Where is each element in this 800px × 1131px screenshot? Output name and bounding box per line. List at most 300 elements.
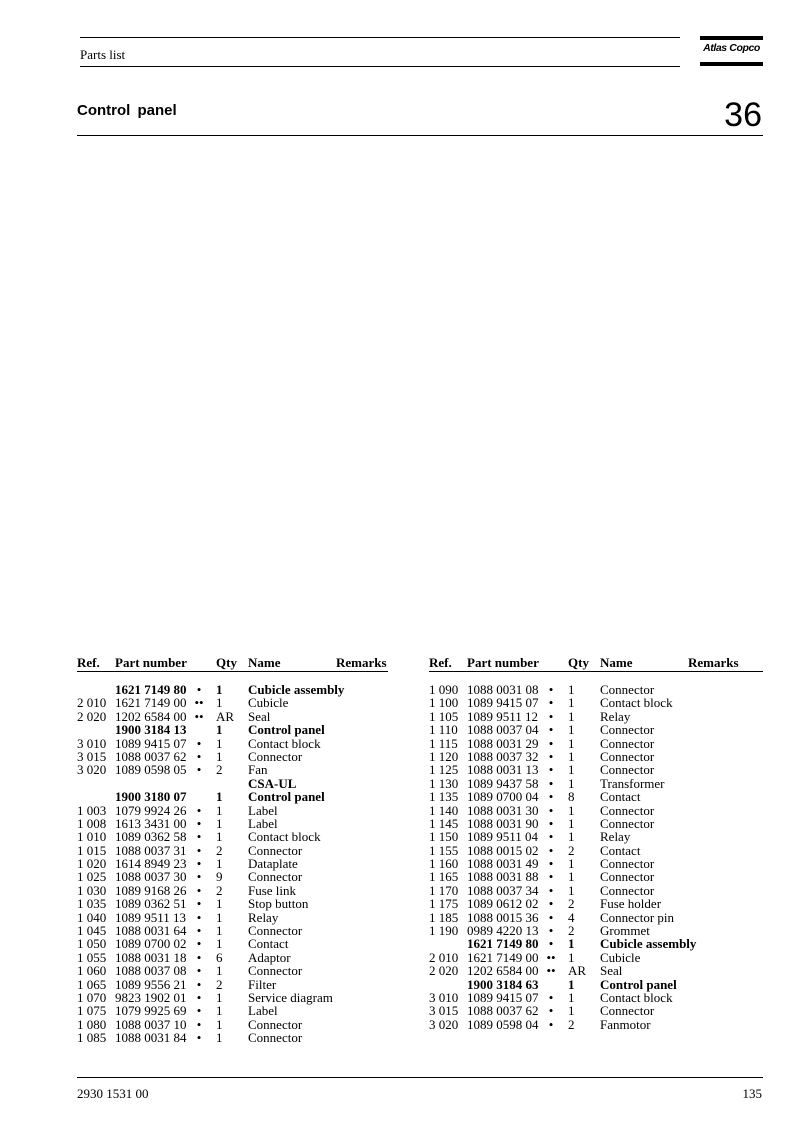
cell-name: Connector bbox=[248, 748, 303, 764]
cell-part-number: 1088 0031 30 bbox=[467, 802, 539, 818]
cell-part-number: 1088 0037 32 bbox=[467, 748, 539, 764]
col-part-header: Part number bbox=[115, 655, 187, 670]
cell-marker: • bbox=[548, 842, 554, 858]
cell-ref: 3 020 bbox=[429, 1016, 459, 1032]
table-row bbox=[77, 924, 388, 937]
cell-ref: 1 105 bbox=[429, 708, 459, 724]
cell-name: Connector bbox=[248, 923, 303, 939]
table-row bbox=[77, 951, 388, 964]
cell-qty: 1 bbox=[568, 829, 575, 845]
cell-part-number: 1089 0700 02 bbox=[115, 936, 187, 952]
table-row bbox=[429, 991, 763, 1004]
cell-name: Connector bbox=[600, 1003, 655, 1019]
cell-qty: 1 bbox=[568, 1003, 575, 1019]
table-row bbox=[429, 844, 763, 857]
cell-qty: 1 bbox=[568, 735, 575, 751]
cell-ref: 1 055 bbox=[77, 949, 107, 965]
table-row bbox=[77, 804, 388, 817]
cell-qty: 1 bbox=[568, 775, 575, 791]
cell-marker: • bbox=[548, 923, 554, 939]
cell-part-number: 1088 0031 64 bbox=[115, 923, 187, 939]
cell-name: Cubicle bbox=[600, 949, 641, 965]
cell-part-number: 1088 0031 88 bbox=[467, 869, 539, 885]
cell-part-number: 1089 9415 07 bbox=[115, 735, 187, 751]
cell-qty: 1 bbox=[568, 976, 575, 992]
cell-name: Connector pin bbox=[600, 909, 675, 925]
cell-qty: 1 bbox=[216, 1003, 223, 1019]
cell-qty: 1 bbox=[568, 762, 575, 778]
cell-name: Connector bbox=[600, 735, 655, 751]
cell-marker: • bbox=[196, 949, 202, 965]
cell-ref: 1 010 bbox=[77, 829, 107, 845]
table-row bbox=[77, 750, 388, 763]
cell-qty: 1 bbox=[216, 815, 223, 831]
cell-qty: 2 bbox=[568, 842, 575, 858]
cell-name: Connector bbox=[600, 722, 655, 738]
cell-marker: • bbox=[196, 842, 202, 858]
table-header-left bbox=[77, 655, 388, 669]
table-row bbox=[429, 924, 763, 937]
cell-name: Label bbox=[248, 802, 278, 818]
cell-marker: • bbox=[196, 909, 202, 925]
cell-qty: 1 bbox=[216, 682, 223, 697]
cell-qty: 1 bbox=[216, 963, 223, 979]
cell-ref: 1 120 bbox=[429, 748, 459, 764]
table-row bbox=[429, 978, 763, 991]
cell-ref: 1 130 bbox=[429, 775, 459, 791]
cell-ref: 1 008 bbox=[77, 815, 107, 831]
table-row bbox=[77, 723, 388, 736]
cell-ref: 3 010 bbox=[77, 735, 107, 751]
cell-part-number: 1088 0031 18 bbox=[115, 949, 187, 965]
cell-part-number: 1089 0362 51 bbox=[115, 896, 187, 912]
cell-name: Connector bbox=[248, 842, 303, 858]
cell-part-number: 1613 3431 00 bbox=[115, 815, 187, 831]
cell-ref: 1 050 bbox=[77, 936, 107, 952]
col-qty-header: Qty bbox=[568, 655, 589, 670]
cell-part-number: 1900 3184 63 bbox=[467, 976, 539, 992]
cell-name: Relay bbox=[600, 708, 631, 724]
cell-qty: 1 bbox=[216, 936, 223, 952]
col-name-header: Name bbox=[248, 655, 281, 670]
table-row bbox=[429, 857, 763, 870]
table-row bbox=[77, 763, 388, 776]
cell-part-number: 1089 0700 04 bbox=[467, 789, 539, 805]
cell-marker: • bbox=[548, 695, 554, 711]
table-row bbox=[77, 710, 388, 723]
cell-marker: • bbox=[196, 856, 202, 872]
cell-marker: • bbox=[196, 815, 202, 831]
table-row bbox=[429, 964, 763, 977]
cell-ref: 1 025 bbox=[77, 869, 107, 885]
table-row bbox=[429, 951, 763, 964]
cell-marker: • bbox=[548, 722, 554, 738]
cell-part-number: 1621 7149 80 bbox=[467, 936, 539, 952]
cell-part-number: 9823 1902 01 bbox=[115, 989, 187, 1005]
col-ref-header: Ref. bbox=[77, 655, 100, 670]
header-rule-top bbox=[80, 37, 680, 38]
cell-ref: 2 010 bbox=[77, 695, 107, 711]
cell-part-number: 1088 0031 08 bbox=[467, 682, 539, 697]
table-row bbox=[77, 1031, 388, 1044]
cell-name: Control panel bbox=[248, 722, 325, 738]
table-row bbox=[429, 777, 763, 790]
cell-part-number: 1089 9511 04 bbox=[467, 829, 539, 845]
cell-marker: • bbox=[548, 856, 554, 872]
cell-ref: 1 140 bbox=[429, 802, 459, 818]
cell-part-number: 1089 9437 58 bbox=[467, 775, 539, 791]
cell-qty: 2 bbox=[568, 896, 575, 912]
parts-table-left bbox=[77, 655, 388, 1046]
cell-name: Filter bbox=[248, 976, 277, 992]
cell-qty: 1 bbox=[216, 923, 223, 939]
cell-part-number: 1088 0031 90 bbox=[467, 815, 539, 831]
cell-marker: • bbox=[196, 682, 202, 697]
cell-part-number: 1089 0598 04 bbox=[467, 1016, 539, 1032]
cell-name: Connector bbox=[248, 1030, 303, 1046]
cell-ref: 1 145 bbox=[429, 815, 459, 831]
table-row bbox=[77, 911, 388, 924]
table-row bbox=[77, 884, 388, 897]
cell-marker: • bbox=[548, 896, 554, 912]
table-row bbox=[77, 683, 388, 696]
cell-part-number: 1088 0031 29 bbox=[467, 735, 539, 751]
cell-part-number: 1089 9511 12 bbox=[467, 708, 539, 724]
cell-ref: 1 190 bbox=[429, 923, 459, 939]
table-row bbox=[77, 817, 388, 830]
table-row bbox=[429, 1018, 763, 1031]
cell-marker: • bbox=[196, 829, 202, 845]
table-row bbox=[77, 870, 388, 883]
cell-name: Relay bbox=[600, 829, 631, 845]
cell-name: Contact bbox=[248, 936, 289, 952]
cell-name: Contact bbox=[600, 842, 641, 858]
cell-ref: 1 090 bbox=[429, 682, 459, 697]
cell-name: Seal bbox=[600, 963, 623, 979]
cell-part-number: 1088 0037 30 bbox=[115, 869, 187, 885]
cell-name: Contact bbox=[600, 789, 641, 805]
cell-qty: 1 bbox=[216, 748, 223, 764]
cell-ref: 1 155 bbox=[429, 842, 459, 858]
cell-marker: •• bbox=[194, 708, 204, 724]
cell-name: Contact block bbox=[248, 735, 321, 751]
cell-ref: 2 020 bbox=[429, 963, 459, 979]
cell-name: Connector bbox=[600, 802, 655, 818]
table-row bbox=[429, 830, 763, 843]
table-row bbox=[77, 897, 388, 910]
cell-qty: 1 bbox=[216, 1016, 223, 1032]
cell-marker: •• bbox=[546, 963, 556, 979]
cell-name: Connector bbox=[248, 963, 303, 979]
cell-part-number: 1621 7149 80 bbox=[115, 682, 187, 697]
cell-ref: 1 040 bbox=[77, 909, 107, 925]
table-body-right bbox=[429, 683, 763, 1031]
cell-name: Connector bbox=[600, 815, 655, 831]
cell-part-number: 1088 0037 62 bbox=[115, 748, 187, 764]
cell-marker: • bbox=[548, 789, 554, 805]
atlas-copco-logo bbox=[700, 36, 763, 66]
cell-qty: 1 bbox=[216, 735, 223, 751]
cell-marker: • bbox=[548, 1016, 554, 1032]
table-row bbox=[429, 723, 763, 736]
cell-part-number: 1079 9925 69 bbox=[115, 1003, 187, 1019]
table-row bbox=[77, 978, 388, 991]
cell-marker: • bbox=[548, 775, 554, 791]
cell-qty: 1 bbox=[216, 802, 223, 818]
cell-ref: 1 065 bbox=[77, 976, 107, 992]
table-row bbox=[77, 964, 388, 977]
cell-marker: • bbox=[548, 762, 554, 778]
cell-ref: 1 125 bbox=[429, 762, 459, 778]
table-row bbox=[429, 804, 763, 817]
cell-name: Contact block bbox=[600, 695, 673, 711]
cell-marker: • bbox=[548, 748, 554, 764]
cell-part-number: 1088 0037 62 bbox=[467, 1003, 539, 1019]
cell-name: Cubicle assembly bbox=[600, 936, 697, 952]
cell-ref: 3 020 bbox=[77, 762, 107, 778]
cell-qty: 1 bbox=[568, 949, 575, 965]
table-row bbox=[77, 696, 388, 709]
cell-qty: 2 bbox=[216, 842, 223, 858]
table-row bbox=[77, 830, 388, 843]
cell-name: Connector bbox=[248, 869, 303, 885]
cell-qty: AR bbox=[216, 708, 235, 724]
cell-part-number: 1088 0015 02 bbox=[467, 842, 539, 858]
cell-name: Connector bbox=[600, 882, 655, 898]
cell-part-number: 1088 0037 34 bbox=[467, 882, 539, 898]
cell-ref: 1 080 bbox=[77, 1016, 107, 1032]
cell-qty: 6 bbox=[216, 949, 223, 965]
cell-ref: 3 010 bbox=[429, 989, 459, 1005]
table-row bbox=[429, 911, 763, 924]
cell-qty: 1 bbox=[216, 909, 223, 925]
cell-name: Connector bbox=[600, 748, 655, 764]
cell-part-number: 1089 9415 07 bbox=[467, 695, 539, 711]
table-row bbox=[429, 870, 763, 883]
col-ref-header: Ref. bbox=[429, 655, 452, 670]
table-row bbox=[429, 884, 763, 897]
cell-part-number: 1900 3184 13 bbox=[115, 722, 187, 738]
header-rule bbox=[429, 671, 763, 672]
cell-qty: 1 bbox=[216, 789, 223, 805]
cell-ref: 1 170 bbox=[429, 882, 459, 898]
cell-ref: 1 175 bbox=[429, 896, 459, 912]
cell-qty: 2 bbox=[568, 923, 575, 939]
cell-part-number: 1900 3180 07 bbox=[115, 789, 187, 805]
cell-marker: •• bbox=[194, 695, 204, 711]
cell-name: Cubicle assembly bbox=[248, 682, 345, 697]
cell-part-number: 1088 0031 13 bbox=[467, 762, 539, 778]
cell-qty: 4 bbox=[568, 909, 575, 925]
cell-name: Relay bbox=[248, 909, 279, 925]
cell-ref: 1 075 bbox=[77, 1003, 107, 1019]
cell-part-number: 1088 0031 49 bbox=[467, 856, 539, 872]
cell-part-number: 1621 7149 00 bbox=[467, 949, 539, 965]
cell-qty: 1 bbox=[216, 989, 223, 1005]
cell-part-number: 1088 0037 10 bbox=[115, 1016, 187, 1032]
cell-name: Fuse link bbox=[248, 882, 297, 898]
cell-ref: 1 020 bbox=[77, 856, 107, 872]
cell-name: Connector bbox=[600, 762, 655, 778]
cell-marker: • bbox=[196, 936, 202, 952]
cell-qty: 1 bbox=[568, 882, 575, 898]
parts-table-right bbox=[429, 655, 763, 1032]
table-row bbox=[429, 897, 763, 910]
cell-ref: 1 150 bbox=[429, 829, 459, 845]
cell-marker: • bbox=[196, 802, 202, 818]
cell-ref: 3 015 bbox=[429, 1003, 459, 1019]
cell-marker: • bbox=[548, 936, 554, 952]
cell-name: Control panel bbox=[600, 976, 677, 992]
cell-part-number: 1089 9168 26 bbox=[115, 882, 187, 898]
cell-name: Connector bbox=[248, 1016, 303, 1032]
cell-part-number: 1202 6584 00 bbox=[467, 963, 539, 979]
col-remarks-header: Remarks bbox=[688, 655, 739, 670]
cell-marker: • bbox=[196, 976, 202, 992]
cell-qty: 1 bbox=[568, 802, 575, 818]
cell-marker: • bbox=[548, 829, 554, 845]
cell-ref: 1 160 bbox=[429, 856, 459, 872]
table-row bbox=[429, 1004, 763, 1017]
cell-name: Adaptor bbox=[248, 949, 291, 965]
col-qty-header: Qty bbox=[216, 655, 237, 670]
footer-doc-number: 2930 1531 00 bbox=[77, 1086, 149, 1101]
cell-name: Fanmotor bbox=[600, 1016, 651, 1032]
cell-marker: • bbox=[548, 682, 554, 697]
cell-marker: •• bbox=[546, 949, 556, 965]
cell-name: CSA-UL bbox=[248, 775, 297, 791]
table-row bbox=[77, 937, 388, 950]
table-row bbox=[429, 790, 763, 803]
cell-ref: 1 115 bbox=[429, 735, 458, 751]
cell-qty: 1 bbox=[216, 1030, 223, 1046]
cell-marker: • bbox=[548, 802, 554, 818]
table-body-left bbox=[77, 683, 388, 1045]
cell-part-number: 1088 0037 04 bbox=[467, 722, 539, 738]
cell-ref: 1 035 bbox=[77, 896, 107, 912]
cell-qty: 1 bbox=[568, 936, 575, 952]
cell-part-number: 1089 0612 02 bbox=[467, 896, 539, 912]
cell-marker: • bbox=[196, 762, 202, 778]
header-rule-bottom bbox=[80, 66, 680, 67]
col-name-header: Name bbox=[600, 655, 633, 670]
footer-page-number: 135 bbox=[742, 1086, 762, 1101]
table-header-right bbox=[429, 655, 763, 669]
cell-name: Connector bbox=[600, 869, 655, 885]
table-row bbox=[429, 817, 763, 830]
cell-ref: 1 185 bbox=[429, 909, 459, 925]
cell-ref: 1 085 bbox=[77, 1030, 107, 1046]
cell-qty: 1 bbox=[568, 989, 575, 1005]
logo-text: Atlas Copco bbox=[703, 42, 760, 54]
section-rule bbox=[77, 135, 763, 136]
cell-name: Dataplate bbox=[248, 856, 298, 872]
footer-rule bbox=[77, 1077, 763, 1078]
cell-marker: • bbox=[548, 735, 554, 751]
cell-qty: 1 bbox=[568, 695, 575, 711]
cell-ref: 1 070 bbox=[77, 989, 107, 1005]
cell-part-number: 0989 4220 13 bbox=[467, 923, 539, 939]
col-remarks-header: Remarks bbox=[336, 655, 387, 670]
cell-name: Label bbox=[248, 815, 278, 831]
cell-marker: • bbox=[196, 735, 202, 751]
cell-part-number: 1621 7149 00 bbox=[115, 695, 187, 711]
cell-marker: • bbox=[196, 896, 202, 912]
cell-ref: 2 010 bbox=[429, 949, 459, 965]
table-row bbox=[429, 750, 763, 763]
cell-qty: AR bbox=[568, 963, 587, 979]
cell-qty: 1 bbox=[216, 695, 223, 711]
cell-name: Connector bbox=[600, 856, 655, 872]
cell-marker: • bbox=[196, 748, 202, 764]
cell-marker: • bbox=[548, 869, 554, 885]
cell-qty: 1 bbox=[216, 896, 223, 912]
cell-qty: 2 bbox=[216, 976, 223, 992]
section-number: 36 bbox=[724, 96, 762, 134]
cell-qty: 1 bbox=[568, 815, 575, 831]
cell-part-number: 1089 0362 58 bbox=[115, 829, 187, 845]
cell-part-number: 1089 9556 21 bbox=[115, 976, 187, 992]
table-row bbox=[429, 710, 763, 723]
cell-qty: 1 bbox=[568, 869, 575, 885]
cell-marker: • bbox=[196, 989, 202, 1005]
table-row bbox=[77, 790, 388, 803]
col-part-header: Part number bbox=[467, 655, 539, 670]
cell-ref: 1 030 bbox=[77, 882, 107, 898]
table-row bbox=[77, 857, 388, 870]
cell-name: Fan bbox=[248, 762, 268, 778]
cell-part-number: 1202 6584 00 bbox=[115, 708, 187, 724]
cell-qty: 1 bbox=[568, 722, 575, 738]
cell-ref: 1 015 bbox=[77, 842, 107, 858]
cell-name: Label bbox=[248, 1003, 278, 1019]
cell-marker: • bbox=[548, 989, 554, 1005]
cell-marker: • bbox=[548, 1003, 554, 1019]
cell-part-number: 1089 0598 05 bbox=[115, 762, 187, 778]
header-rule bbox=[77, 671, 388, 672]
cell-part-number: 1088 0037 08 bbox=[115, 963, 187, 979]
cell-ref: 1 045 bbox=[77, 923, 107, 939]
table-row bbox=[77, 1018, 388, 1031]
cell-qty: 2 bbox=[568, 1016, 575, 1032]
cell-marker: • bbox=[548, 909, 554, 925]
cell-qty: 9 bbox=[216, 869, 223, 885]
cell-qty: 1 bbox=[216, 722, 223, 738]
cell-part-number: 1088 0015 36 bbox=[467, 909, 539, 925]
table-row bbox=[77, 777, 388, 790]
cell-name: Fuse holder bbox=[600, 896, 662, 912]
table-row bbox=[429, 937, 763, 950]
table-row bbox=[77, 991, 388, 1004]
cell-name: Control panel bbox=[248, 789, 325, 805]
section-title: Control panel bbox=[77, 102, 177, 119]
cell-qty: 1 bbox=[216, 856, 223, 872]
cell-marker: • bbox=[196, 1003, 202, 1019]
cell-name: Contact block bbox=[248, 829, 321, 845]
cell-part-number: 1614 8949 23 bbox=[115, 856, 187, 872]
cell-name: Connector bbox=[600, 682, 655, 697]
cell-ref: 2 020 bbox=[77, 708, 107, 724]
cell-qty: 1 bbox=[568, 682, 575, 697]
cell-name: Grommet bbox=[600, 923, 650, 939]
cell-part-number: 1088 0037 31 bbox=[115, 842, 187, 858]
cell-part-number: 1089 9511 13 bbox=[115, 909, 187, 925]
cell-qty: 1 bbox=[568, 708, 575, 724]
cell-ref: 1 100 bbox=[429, 695, 459, 711]
cell-qty: 2 bbox=[216, 882, 223, 898]
cell-marker: • bbox=[196, 869, 202, 885]
cell-name: Service diagram bbox=[248, 989, 333, 1005]
